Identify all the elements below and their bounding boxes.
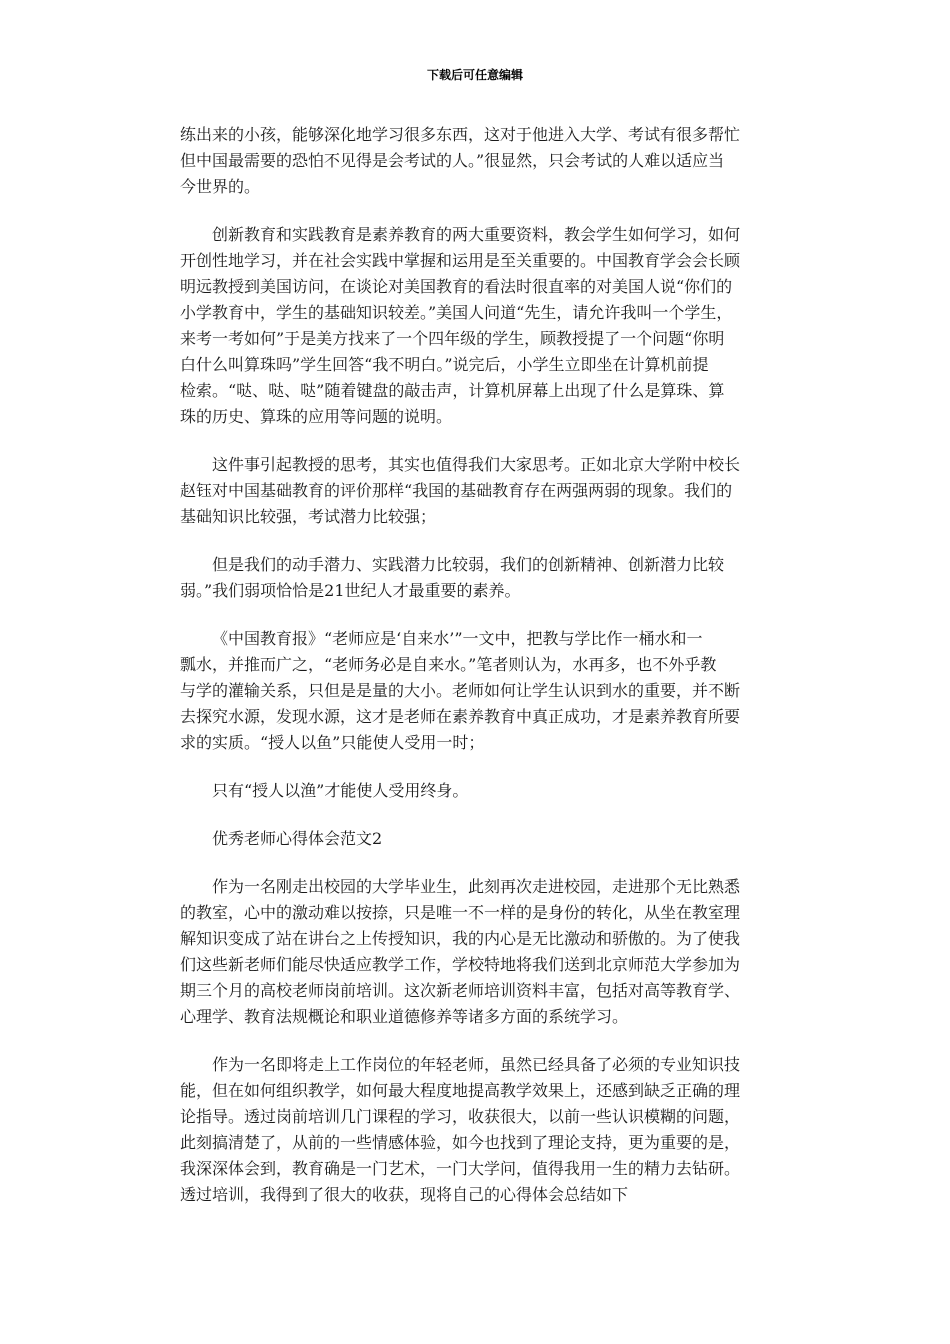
text-line: 只有“授人以渔”才能使人受用终身。 bbox=[212, 781, 469, 800]
text-line: 解知识变成了站在讲台之上传授知识，我的内心是无比激动和骄傲的。为了使我 bbox=[180, 929, 741, 948]
text-line: 优秀老师心得体会范文2 bbox=[212, 829, 383, 848]
text-line: 作为一名即将走上工作岗位的年轻老师，虽然已经具备了必须的专业知识技 bbox=[212, 1055, 741, 1074]
text-line: 我深深体会到，教育确是一门艺术，一门大学问，值得我用一生的精力去钻研。 bbox=[180, 1159, 741, 1178]
paragraph-3 bbox=[180, 452, 780, 530]
text-line: 去探究水源，发现水源，这才是老师在素养教育中真正成功，才是素养教育所要 bbox=[180, 707, 741, 726]
document-body bbox=[180, 122, 780, 1230]
text-line: 《中国教育报》“老师应是‘自来水’”一文中，把教与学比作一桶水和一 bbox=[212, 629, 703, 648]
paragraph-8 bbox=[180, 874, 780, 1030]
text-line: 检索。“哒、哒、哒”随着键盘的敲击声，计算机屏幕上出现了什么是算珠、算 bbox=[180, 381, 725, 400]
text-line: 明远教授到美国访问，在谈论对美国教育的看法时很直率的对美国人说“你们的 bbox=[180, 277, 733, 296]
text-line: 的教室，心中的激动难以按捺，只是唯一不一样的是身份的转化，从坐在教室理 bbox=[180, 903, 741, 922]
text-line: 白什么叫算珠吗”学生回答“我不明白。”说完后，小学生立即坐在计算机前提 bbox=[180, 355, 709, 374]
text-line: 今世界的。 bbox=[180, 177, 261, 196]
text-line: 但是我们的动手潜力、实践潜力比较弱，我们的创新精神、创新潜力比较 bbox=[212, 555, 725, 574]
paragraph-9 bbox=[180, 1052, 780, 1208]
section-heading bbox=[180, 826, 780, 852]
text-line: 弱。”我们弱项恰恰是21世纪人才最重要的素养。 bbox=[180, 581, 521, 600]
text-line: 创新教育和实践教育是素养教育的两大重要资料，教会学生如何学习，如何 bbox=[212, 225, 741, 244]
text-line: 与学的灌输关系，只但是是量的大小。老师如何让学生认识到水的重要，并不断 bbox=[180, 681, 741, 700]
text-line: 基础知识比较强，考试潜力比较强； bbox=[180, 507, 437, 526]
text-line: 这件事引起教授的思考，其实也值得我们大家思考。正如北京大学附中校长 bbox=[212, 455, 741, 474]
text-line: 们这些新老师们能尽快适应教学工作，学校特地将我们送到北京师范大学参加为 bbox=[180, 955, 741, 974]
text-line: 瓢水，并推而广之，“老师务必是自来水。”笔者则认为，水再多，也不外乎教 bbox=[180, 655, 717, 674]
paragraph-2 bbox=[180, 222, 780, 430]
page-header: 下载后可任意编辑 bbox=[426, 68, 523, 82]
text-line: 但中国最需要的恐怕不见得是会考试的人。”很显然，只会考试的人难以适应当 bbox=[180, 151, 725, 170]
text-line: 此刻搞清楚了，从前的一些情感体验，如今也找到了理论支持，更为重要的是， bbox=[180, 1133, 741, 1152]
paragraph-1 bbox=[180, 122, 780, 200]
paragraph-5 bbox=[180, 626, 780, 756]
text-line: 来考一考如何”于是美方找来了一个四年级的学生，顾教授提了一个问题“你明 bbox=[180, 329, 725, 348]
text-line: 作为一名刚走出校园的大学毕业生，此刻再次走进校园，走进那个无比熟悉 bbox=[212, 877, 741, 896]
text-line: 小学教育中，学生的基础知识较差。”美国人问道“先生，请允许我叫一个学生， bbox=[180, 303, 733, 322]
text-line: 求的实质。“授人以鱼”只能使人受用一时； bbox=[180, 733, 485, 752]
text-line: 开创性地学习，并在社会实践中掌握和运用是至关重要的。中国教育学会会长顾 bbox=[180, 251, 741, 270]
text-line: 能，但在如何组织教学，如何最大程度地提高教学效果上，还感到缺乏正确的理 bbox=[180, 1081, 741, 1100]
text-line: 心理学、教育法规概论和职业道德修养等诸多方面的系统学习。 bbox=[180, 1007, 629, 1026]
text-line: 透过培训，我得到了很大的收获，现将自己的心得体会总结如下 bbox=[180, 1185, 629, 1204]
text-line: 珠的历史、算珠的应用等问题的说明。 bbox=[180, 407, 453, 426]
text-line: 赵钰对中国基础教育的评价那样“我国的基础教育存在两强两弱的现象。我们的 bbox=[180, 481, 733, 500]
paragraph-4 bbox=[180, 552, 780, 604]
text-line: 期三个月的高校老师岗前培训。这次新老师培训资料丰富，包括对高等教育学、 bbox=[180, 981, 741, 1000]
text-line: 练出来的小孩，能够深化地学习很多东西，这对于他进入大学、考试有很多帮忙 bbox=[180, 125, 741, 144]
text-line: 论指导。透过岗前培训几门课程的学习，收获很大，以前一些认识模糊的问题， bbox=[180, 1107, 741, 1126]
paragraph-6 bbox=[180, 778, 780, 804]
